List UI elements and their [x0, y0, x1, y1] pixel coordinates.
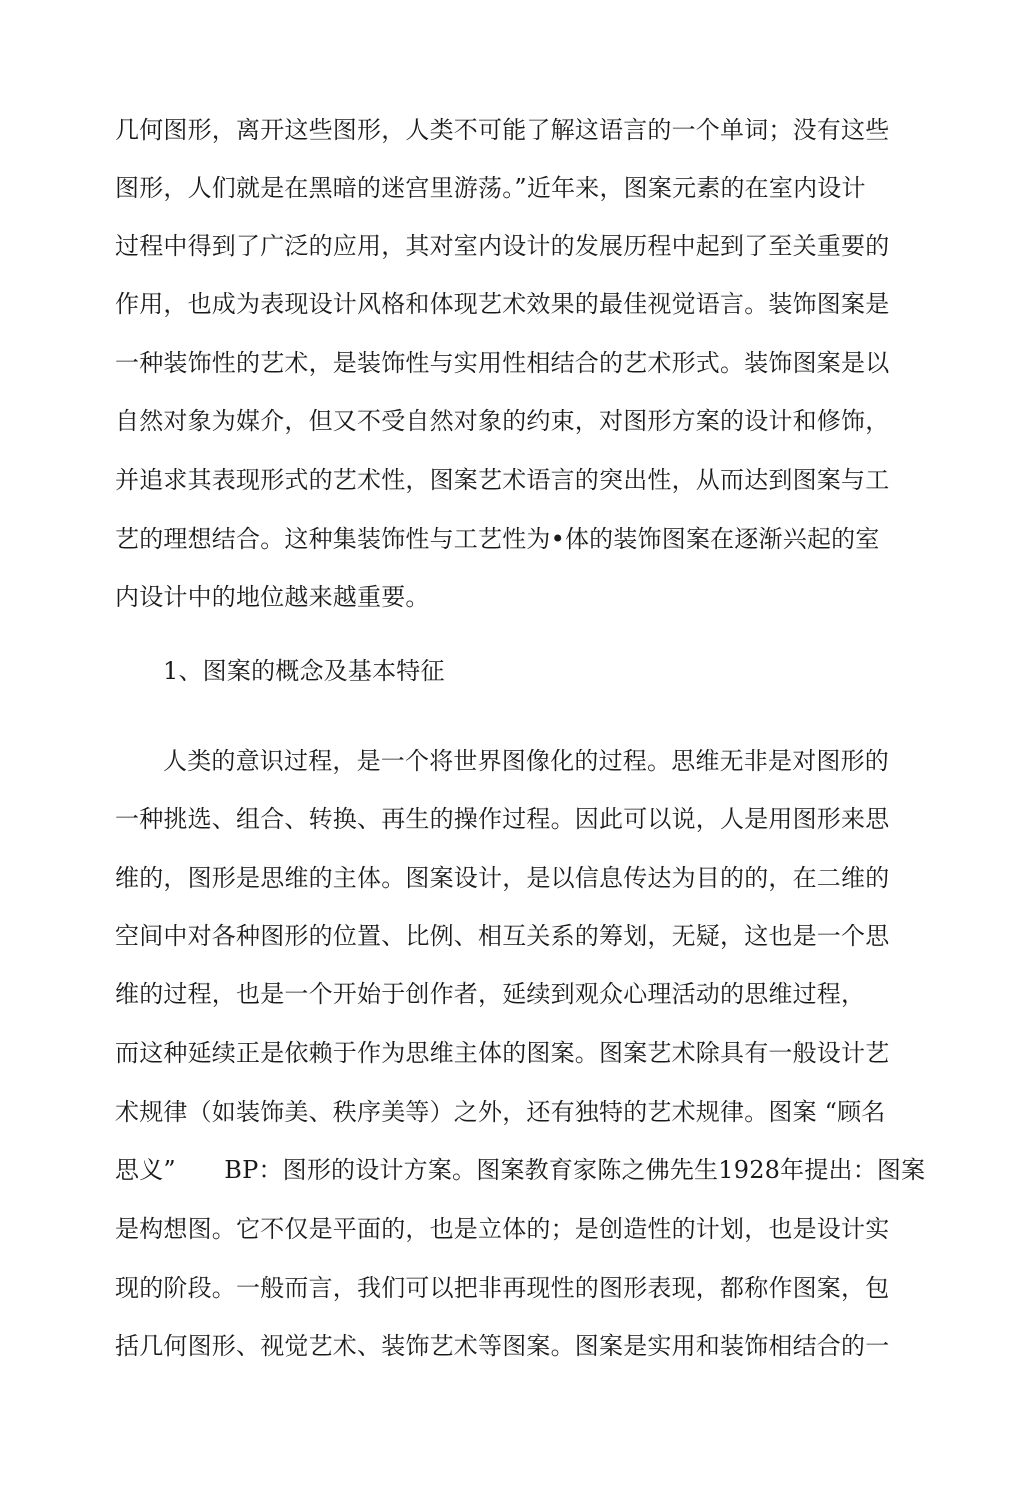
- text-line: 自然对象为媒介，但又不受自然对象的约束，对图形方案的设计和修饰，: [115, 407, 890, 435]
- text-line: 维的过程，也是一个开始于创作者，延续到观众心理活动的思维过程，: [115, 980, 866, 1008]
- text-line: 现的阶段。一般而言，我们可以把非再现性的图形表现，都称作图案，包: [115, 1274, 890, 1302]
- text-line: 思义” BP：图形的设计方案。图案教育家陈之佛先生1928年提出：图案: [115, 1156, 926, 1184]
- text-line: 人类的意识过程，是一个将世界图像化的过程。思维无非是对图形的: [163, 747, 889, 775]
- text-line: 一种挑选、组合、转换、再生的操作过程。因此可以说，人是用图形来思: [115, 805, 890, 833]
- text-line: 并追求其表现形式的艺术性，图案艺术语言的突出性，从而达到图案与工: [115, 466, 890, 494]
- text-line: 括几何图形、视觉艺术、装饰艺术等图案。图案是实用和装饰相结合的一: [115, 1332, 890, 1360]
- text-line: 几何图形，离开这些图形，人类不可能了解这语言的一个单词；没有这些: [115, 116, 890, 144]
- text-line: 是构想图。它不仅是平面的，也是立体的；是创造性的计划，也是设计实: [115, 1215, 890, 1243]
- text-line: 图形，人们就是在黑暗的迷宫里游荡。”近年来，图案元素的在室内设计: [115, 174, 866, 202]
- text-line: 维的，图形是思维的主体。图案设计，是以信息传达为目的的，在二维的: [115, 864, 890, 892]
- section-heading: 1、图案的概念及基本特征: [163, 657, 445, 685]
- text-line: 过程中得到了广泛的应用，其对室内设计的发展历程中起到了至关重要的: [115, 232, 890, 260]
- text-line: 空间中对各种图形的位置、比例、相互关系的筹划，无疑，这也是一个思: [115, 922, 890, 950]
- text-line: 艺的理想结合。这种集装饰性与工艺性为•体的装饰图案在逐渐兴起的室: [115, 525, 880, 553]
- text-line: 一种装饰性的艺术，是装饰性与实用性相结合的艺术形式。装饰图案是以: [115, 349, 890, 377]
- text-line: 术规律（如装饰美、秩序美等）之外，还有独特的艺术规律。图案 “顾名: [115, 1098, 886, 1126]
- text-line: 内设计中的地位越来越重要。: [115, 583, 430, 611]
- text-line: 而这种延续正是依赖于作为思维主体的图案。图案艺术除具有一般设计艺: [115, 1039, 890, 1067]
- text-line: 作用，也成为表现设计风格和体现艺术效果的最佳视觉语言。装饰图案是: [115, 290, 890, 318]
